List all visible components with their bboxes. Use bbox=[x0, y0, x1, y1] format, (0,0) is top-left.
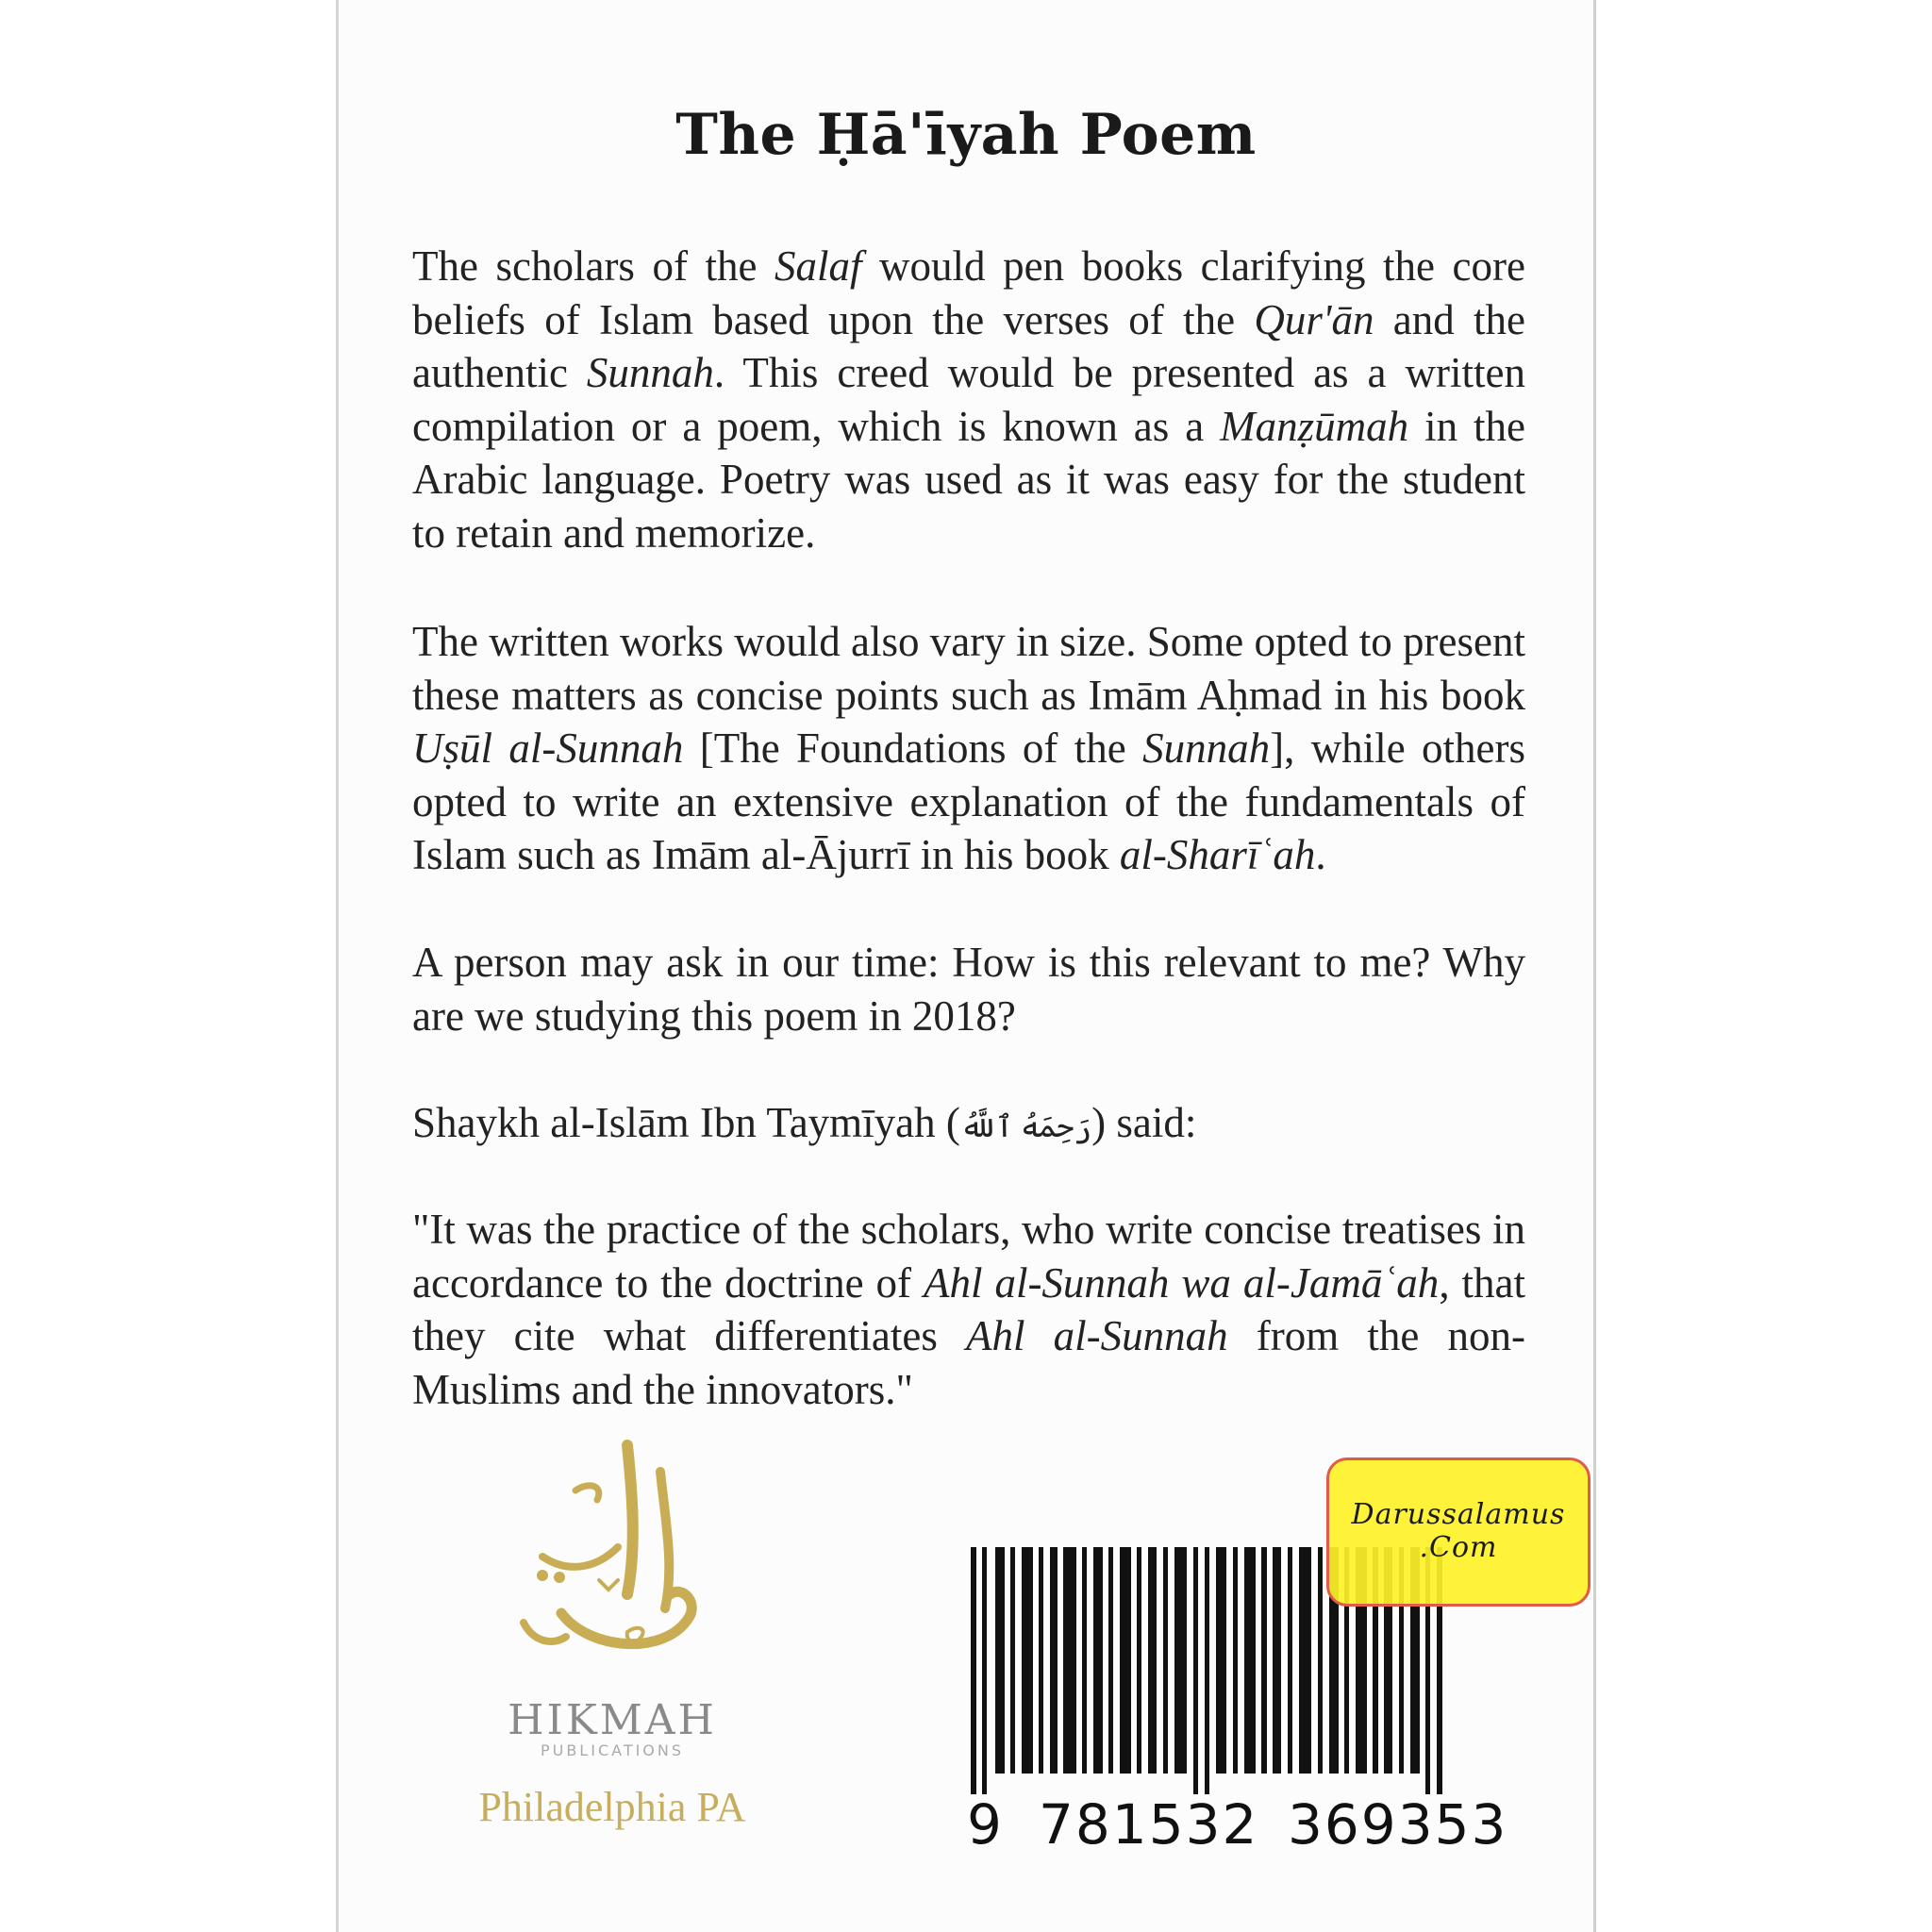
text-run: ], while others opted to write an extensive explanation of the fundamentals of Islam such as Imām al-Ājurrī in his book bbox=[412, 724, 1525, 878]
text-run: . bbox=[1315, 831, 1326, 878]
publisher-city: Philadelphia PA bbox=[478, 1784, 746, 1830]
term-ahl-al-sunnah: Ahl al-Sunnah bbox=[966, 1312, 1228, 1359]
hikmah-calligraphy-logo bbox=[486, 1434, 731, 1679]
text-run: Shaykh al-Islām Ibn Taymīyah ( bbox=[412, 1099, 960, 1146]
term-sunnah: Sunnah bbox=[586, 349, 714, 396]
text-run: ) said: bbox=[1091, 1099, 1197, 1146]
darussalamus-sticker bbox=[1326, 1457, 1591, 1607]
isbn-digits-right: 369353 bbox=[1288, 1792, 1508, 1857]
term-quran: Qur'ān bbox=[1254, 295, 1374, 343]
arabic-honorific: رَحِمَهُ ٱللَّهُ bbox=[959, 1109, 1092, 1143]
sticker-line-1: Darussalamus bbox=[1351, 1498, 1566, 1531]
text-run: . This creed would be presented as a written compilation or a poem, which is known as a bbox=[412, 349, 1525, 450]
term-al-shariah: al-Sharīʿah bbox=[1119, 831, 1316, 878]
text-run: would pen books clarifying the core beliefs of Islam based upon the verses of the bbox=[412, 242, 1525, 343]
term-salaf: Salaf bbox=[774, 242, 862, 290]
publisher-subtitle: PUBLICATIONS bbox=[540, 1741, 685, 1759]
text-run: in the Arabic language. Poetry was used as it was easy for the student to retain and memorize. bbox=[412, 402, 1525, 557]
term-sunnah: Sunnah bbox=[1142, 724, 1271, 772]
paragraph-question: A person may ask in our time: How is this relevant to me? Why are we studying this poem in 2018? bbox=[412, 939, 1525, 1040]
paragraph-written-works bbox=[412, 615, 1525, 882]
text-run: from the non-Muslims and the innovators." bbox=[412, 1312, 1525, 1413]
text-run: The scholars of the bbox=[412, 242, 774, 290]
publisher-name: HIKMAH bbox=[508, 1696, 717, 1744]
text-run: "It was the practice of the scholars, who write concise treatises in accordance to the doctrine of bbox=[412, 1206, 1525, 1307]
sticker-line-2: .Com bbox=[1419, 1531, 1498, 1564]
text-run: , that they cite what differentiates bbox=[412, 1258, 1525, 1359]
book-back-cover bbox=[336, 0, 1596, 1932]
term-usul-al-sunnah: Uṣūl al-Sunnah bbox=[412, 724, 684, 772]
term-manzumah: Manẓūmah bbox=[1220, 402, 1409, 450]
text-run: The written works would also vary in size. Some opted to present these matters as concise points such as Imām Aḥmad in his book bbox=[412, 618, 1525, 719]
paragraph-salaf bbox=[412, 240, 1525, 559]
page-title: The Ḥā'īyah Poem bbox=[675, 102, 1257, 168]
text-run: [The Foundations of the bbox=[683, 724, 1143, 772]
isbn-digits-left: 781532 bbox=[1039, 1792, 1259, 1857]
paragraph-ibn-taymiyah bbox=[412, 1096, 1525, 1154]
text-run: and the authentic bbox=[412, 295, 1526, 396]
isbn-first-digit: 9 bbox=[967, 1792, 1002, 1857]
paragraph-quote bbox=[412, 1203, 1525, 1416]
term-ahl-al-sunnah-wa-al-jamaah: Ahl al-Sunnah wa al-Jamāʿah bbox=[924, 1258, 1440, 1307]
